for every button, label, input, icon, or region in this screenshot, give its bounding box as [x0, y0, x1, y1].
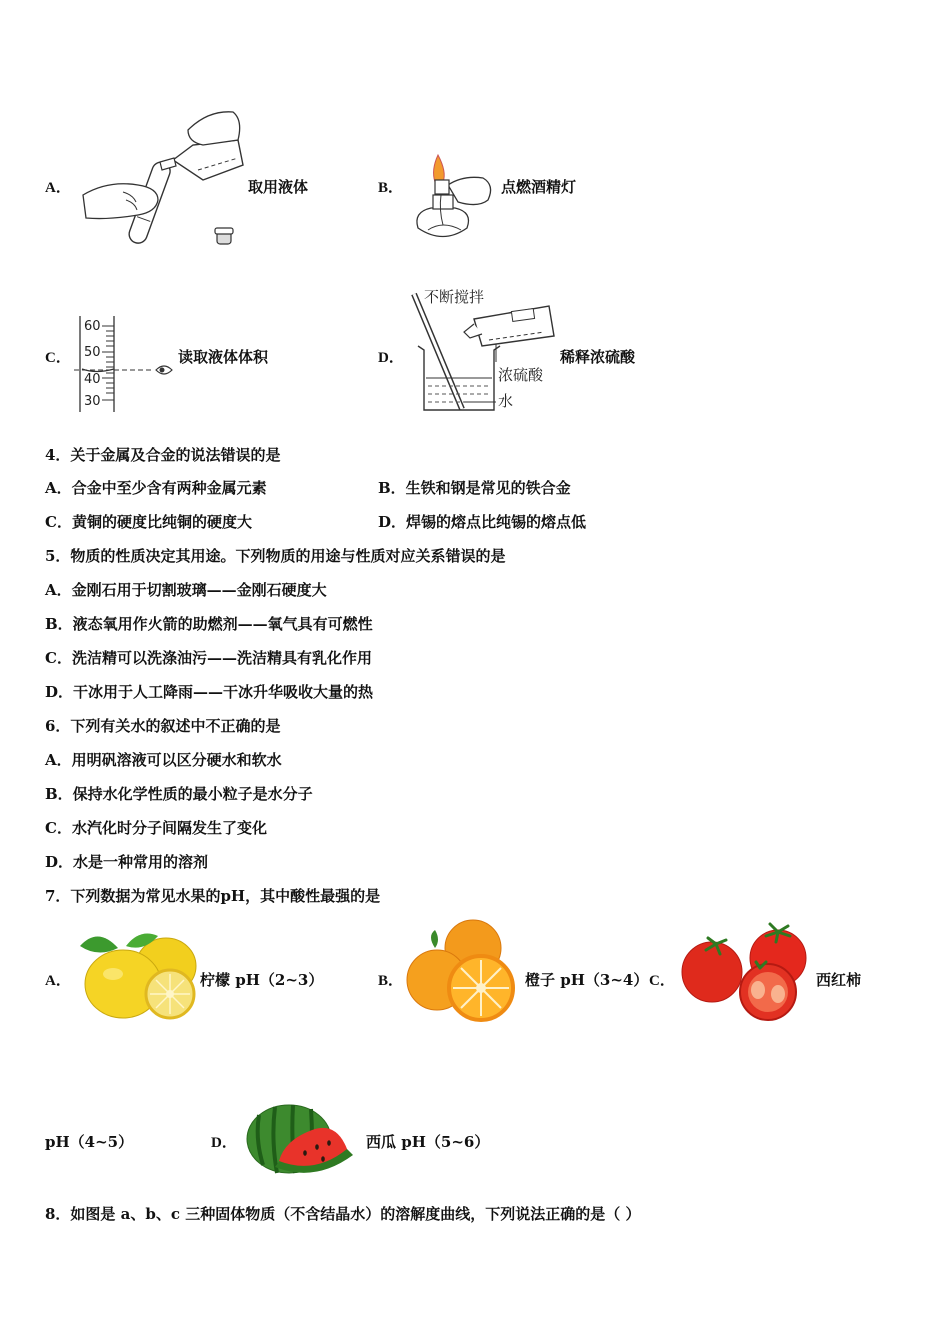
q3-option-c-label: 读取液体体积: [178, 348, 269, 366]
q7-option-c-label-ph: pH（4~5）: [45, 1133, 134, 1151]
q7-option-b-label: 橙子 pH（3~4）: [525, 971, 649, 989]
q3-option-b-letter: B．: [378, 180, 404, 196]
tomato-image: [680, 920, 810, 1025]
q6-option-c: C．水汽化时分子间隔发生了变化: [45, 819, 267, 837]
q7-option-c-label: 西红柿: [816, 971, 862, 989]
alcohol-lamp-illustration: [403, 150, 498, 250]
dilute-sulfuric-acid-illustration: [404, 284, 559, 416]
q3-option-b-label: 点燃酒精灯: [501, 178, 577, 196]
q7-option-a-letter: A．: [45, 973, 71, 989]
q6-stem: 6．下列有关水的叙述中不正确的是: [45, 717, 281, 735]
watermelon-image: [245, 1103, 360, 1183]
q4-option-a: A．合金中至少含有两种金属元素: [45, 479, 267, 497]
orange-image: [405, 918, 520, 1028]
q6-option-d: D．水是一种常用的溶剂: [45, 853, 209, 871]
water-label: 水: [498, 392, 514, 410]
q6-option-a: A．用明矾溶液可以区分硬水和软水: [45, 751, 282, 769]
q5-stem: 5．物质的性质决定其用途。下列物质的用途与性质对应关系错误的是: [45, 547, 506, 565]
q3-option-d-letter: D．: [378, 350, 404, 366]
q5-option-a: A．金刚石用于切割玻璃——金刚石硬度大: [45, 581, 327, 599]
q4-option-c: C．黄铜的硬度比纯铜的硬度大: [45, 513, 252, 531]
tick-label: 50: [84, 345, 101, 360]
stir-label: 不断搅拌: [424, 288, 485, 306]
q7-option-c-letter: C．: [649, 973, 675, 989]
q4-option-d: D．焊锡的熔点比纯锡的熔点低: [378, 513, 587, 531]
q3-option-a-letter: A．: [45, 180, 71, 196]
q4-stem: 4．关于金属及合金的说法错误的是: [45, 446, 281, 464]
lemon-image: [78, 926, 200, 1026]
q5-option-d: D．干冰用于人工降雨——干冰升华吸收大量的热: [45, 683, 374, 701]
q3-option-c-letter: C．: [45, 350, 71, 366]
tick-label: 40: [84, 372, 101, 387]
pour-liquid-illustration: [78, 100, 248, 250]
q3-option-d-label: 稀释浓硫酸: [560, 348, 636, 366]
tick-label: 30: [84, 394, 101, 409]
q7-option-a-label: 柠檬 pH（2~3）: [200, 971, 324, 989]
tick-label: 60: [84, 319, 101, 334]
q3-option-a-label: 取用液体: [248, 178, 309, 196]
q7-option-b-letter: B．: [378, 973, 404, 989]
q4-option-b: B．生铁和钢是常见的铁合金: [378, 479, 571, 497]
q7-stem: 7．下列数据为常见水果的pH，其中酸性最强的是: [45, 887, 381, 905]
q6-option-b: B．保持水化学性质的最小粒子是水分子: [45, 785, 313, 803]
q5-option-c: C．洗洁精可以洗涤油污——洗洁精具有乳化作用: [45, 649, 372, 667]
acid-label: 浓硫酸: [498, 366, 544, 384]
q7-option-d-label: 西瓜 pH（5~6）: [366, 1133, 490, 1151]
q8-stem: 8．如图是 a、b、c 三种固体物质（不含结晶水）的溶解度曲线，下列说法正确的是（ ）: [45, 1205, 641, 1223]
q7-option-d-letter: D．: [211, 1135, 237, 1151]
graduated-cylinder-illustration: [74, 312, 179, 416]
q5-option-b: B．液态氧用作火箭的助燃剂——氧气具有可燃性: [45, 615, 373, 633]
